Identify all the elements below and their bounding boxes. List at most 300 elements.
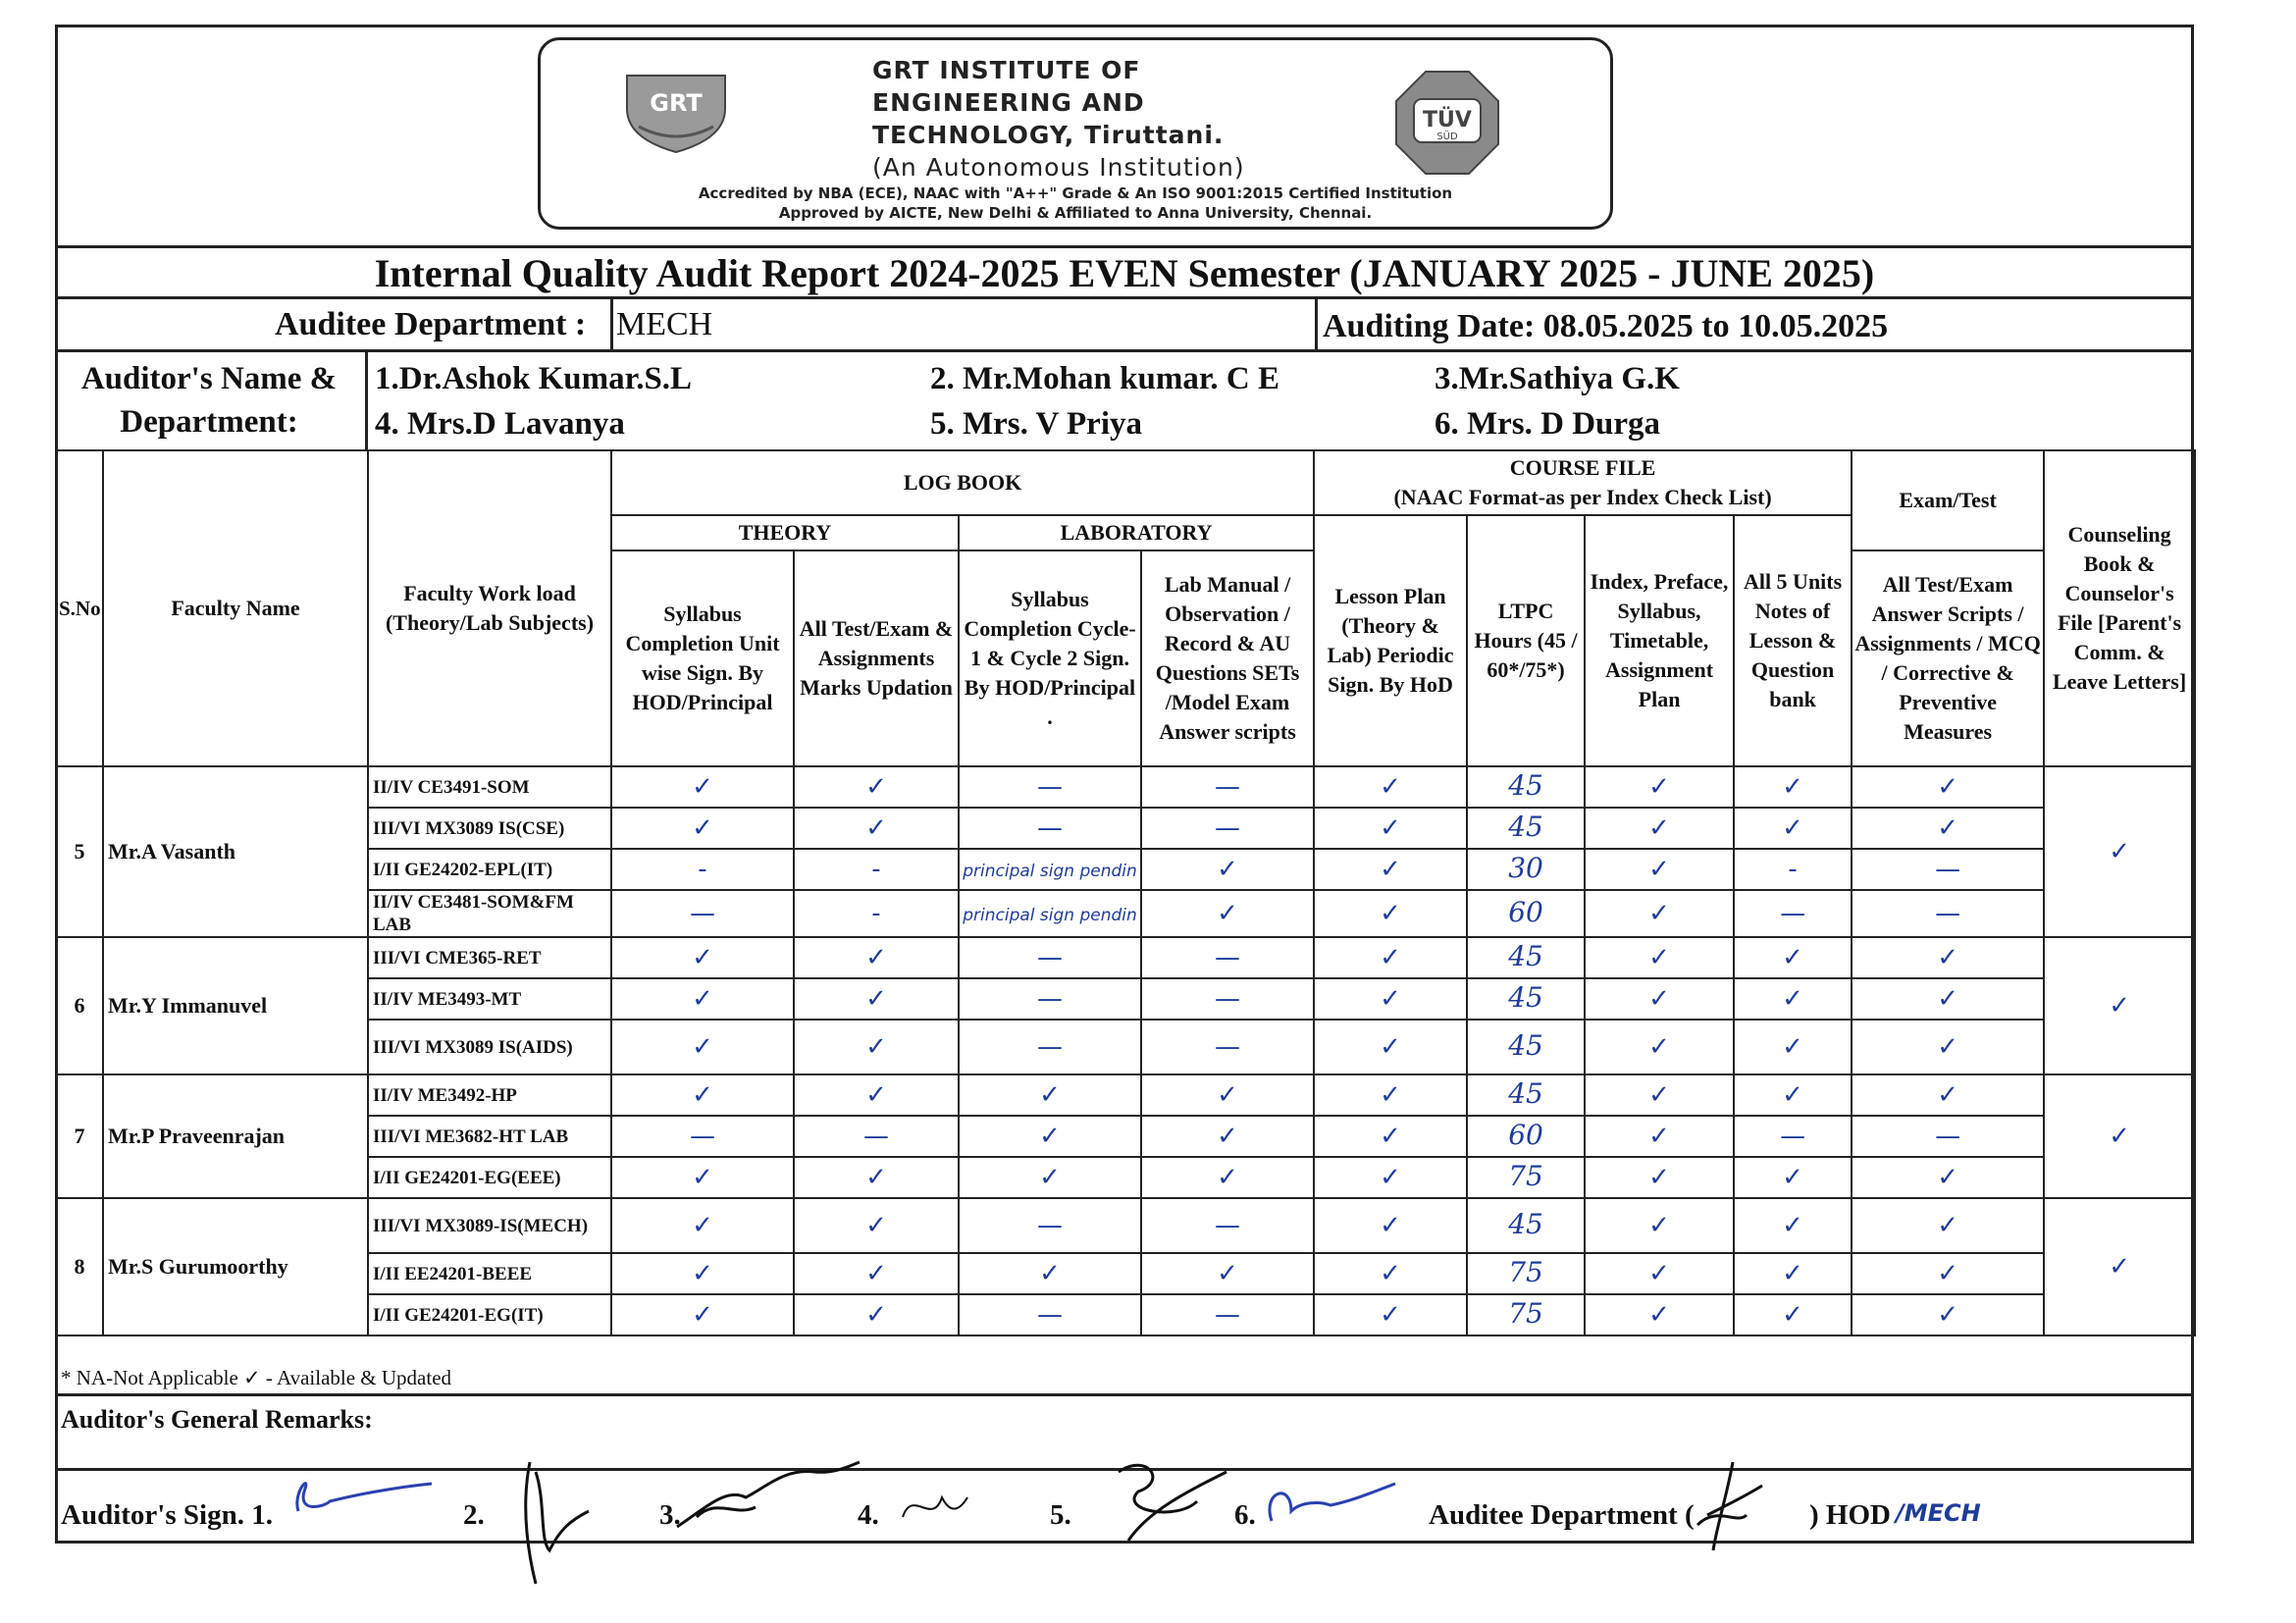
check-mark: ✓ <box>1782 812 1803 843</box>
audit-body <box>56 766 2195 1335</box>
check-mark: ✓ <box>1380 1079 1401 1110</box>
hours-value: 75 <box>1508 1297 1543 1330</box>
auditor-2-signature-icon <box>491 1452 608 1590</box>
marks-updation-cell <box>794 1157 959 1198</box>
syllabus-completion-cell <box>611 1198 794 1253</box>
notes-of-lesson-cell <box>1734 890 1852 937</box>
audit-table <box>55 449 2196 1336</box>
hours-value: 45 <box>1508 981 1543 1014</box>
ltpc-hours-cell <box>1467 1253 1585 1294</box>
answer-scripts-cell <box>1852 978 2044 1020</box>
auditor-sign-number: 6. <box>1234 1499 1256 1531</box>
index-preface-cell <box>1585 890 1734 937</box>
col-marks-updation: All Test/Exam & Assignments Marks Updation <box>794 550 959 766</box>
hours-value: 60 <box>1508 896 1543 928</box>
lesson-plan-cell <box>1314 1116 1467 1157</box>
faculty-name: Mr.P Praveenrajan <box>103 1074 368 1198</box>
accreditation-text <box>541 183 1610 223</box>
table-row <box>56 1074 2195 1116</box>
check-mark: ✓ <box>1648 812 1670 843</box>
report-title: Internal Quality Audit Report 2024-2025 EVEN Semester (JANUARY 2025 - JUNE 2025) <box>374 251 1875 295</box>
ltpc-hours-cell <box>1467 1116 1585 1157</box>
lesson-plan-cell <box>1314 1020 1467 1074</box>
check-mark: ✓ <box>692 1258 713 1288</box>
check-mark: ✓ <box>1648 942 1670 972</box>
counseling-cell <box>2044 937 2195 1074</box>
auditee-label: Auditee Department : <box>275 306 587 342</box>
counseling-cell <box>2044 1074 2195 1198</box>
hod-sign-label: ) HOD <box>1809 1499 1891 1531</box>
check-mark: ✓ <box>1648 1258 1670 1288</box>
table-row <box>56 1294 2195 1335</box>
check-mark: ✓ <box>865 1079 887 1110</box>
auditor-1-signature-icon <box>235 1462 461 1541</box>
check-mark: - <box>871 898 881 928</box>
check-mark: ✓ <box>1217 1121 1238 1151</box>
syllabus-completion-cell <box>611 849 794 890</box>
check-mark: ✓ <box>1937 1210 1958 1240</box>
institution-header <box>538 37 1613 230</box>
subject-cell: I/II EE24201-BEEE <box>368 1253 611 1294</box>
ltpc-hours-cell <box>1467 890 1585 937</box>
hours-value: 45 <box>1508 769 1543 802</box>
index-preface-cell <box>1585 1198 1734 1253</box>
syllabus-completion-cell <box>611 1116 794 1157</box>
check-mark: — <box>690 1121 715 1151</box>
marks-updation-cell <box>794 849 959 890</box>
check-mark: — <box>1037 1210 1063 1240</box>
hours-value: 75 <box>1508 1256 1543 1288</box>
institute-line: TECHNOLOGY, Tiruttani. <box>872 121 1225 149</box>
lab-syllabus-completion-cell <box>959 1198 1141 1253</box>
check-mark: ✓ <box>1380 854 1401 884</box>
check-mark: ✓ <box>692 1079 713 1110</box>
check-mark: ✓ <box>1648 1121 1670 1151</box>
check-mark: — <box>1780 898 1806 928</box>
table-row <box>56 808 2195 849</box>
legend: * NA-Not Applicable ✓ - Available & Updated <box>61 1366 452 1389</box>
tuv-logo-subtext: SÜD <box>1436 131 1458 142</box>
answer-scripts-cell <box>1852 1157 2044 1198</box>
accreditation-line: Accredited by NBA (ECE), NAAC with "A++" Grade & An ISO 9001:2015 Certified Institution <box>698 184 1453 202</box>
col-lab-manual: Lab Manual / Observation / Record & AU Questions SETs /Model Exam Answer scripts <box>1141 550 1314 766</box>
auditor-name: 2. Mr.Mohan kumar. C E <box>930 361 1280 396</box>
notes-of-lesson-cell <box>1734 849 1852 890</box>
check-mark: — <box>1037 983 1063 1014</box>
ltpc-hours-cell <box>1467 978 1585 1020</box>
index-preface-cell <box>1585 978 1734 1020</box>
check-mark: — <box>1935 854 1961 884</box>
ltpc-hours-cell <box>1467 849 1585 890</box>
check-mark: ✓ <box>1648 1299 1670 1330</box>
check-mark: ✓ <box>1039 1121 1061 1151</box>
lab-syllabus-completion-cell <box>959 1157 1141 1198</box>
notes-of-lesson-cell <box>1734 1074 1852 1116</box>
check-mark: ✓ <box>1217 1079 1238 1110</box>
col-ltpc-hours: LTPC Hours (45 / 60*/75*) <box>1467 515 1585 766</box>
check-mark: — <box>863 1121 889 1151</box>
counseling-cell <box>2044 766 2195 937</box>
col-answer-scripts: All Test/Exam Answer Scripts / Assignments / MCQ / Corrective & Preventive Measures <box>1852 550 2044 766</box>
col-lab-syllabus-completion: Syllabus Completion Cycle-1 & Cycle 2 Sign. By HOD/Principal . <box>959 550 1141 766</box>
check-mark: — <box>1037 812 1063 843</box>
lab-syllabus-completion-cell <box>959 937 1141 978</box>
auditor-name: 3.Mr.Sathiya G.K <box>1435 361 1680 396</box>
check-mark: ✓ <box>865 1258 887 1288</box>
check-mark: — <box>1037 771 1063 802</box>
lab-syllabus-completion-cell <box>959 1116 1141 1157</box>
table-row <box>56 890 2195 937</box>
ltpc-hours-cell <box>1467 766 1585 808</box>
lesson-plan-cell <box>1314 890 1467 937</box>
check-mark: — <box>1780 1121 1806 1151</box>
check-mark: ✓ <box>1217 1258 1238 1288</box>
check-mark: ✓ <box>865 1299 887 1330</box>
notes-of-lesson-cell <box>1734 1157 1852 1198</box>
check-mark: ✓ <box>1937 1079 1958 1110</box>
index-preface-cell <box>1585 1294 1734 1335</box>
check-mark: ✓ <box>865 983 887 1014</box>
hours-value: 75 <box>1508 1160 1543 1192</box>
marks-updation-cell <box>794 937 959 978</box>
auditee-department: MECH <box>616 306 713 342</box>
lab-syllabus-completion-cell <box>959 766 1141 808</box>
grt-logo-text: GRT <box>650 89 703 117</box>
notes-of-lesson-cell <box>1734 1253 1852 1294</box>
lab-manual-cell <box>1141 766 1314 808</box>
check-mark: — <box>1215 1299 1241 1330</box>
check-mark: ✓ <box>1937 1031 1958 1062</box>
hours-value: 45 <box>1508 1208 1543 1240</box>
syllabus-completion-cell <box>611 1074 794 1116</box>
check-mark: ✓ <box>2109 1121 2130 1151</box>
subject-cell: II/IV CE3481-SOM&FM LAB <box>368 890 611 937</box>
check-mark: ✓ <box>1217 1162 1238 1192</box>
general-remarks-label: Auditor's General Remarks: <box>61 1405 373 1434</box>
check-mark: ✓ <box>1782 1299 1803 1330</box>
handwritten-note: principal sign pendin <box>963 862 1137 881</box>
check-mark: ✓ <box>865 1031 887 1062</box>
notes-of-lesson-cell <box>1734 1020 1852 1074</box>
tuv-logo-text: TÜV <box>1423 108 1472 132</box>
syllabus-completion-cell <box>611 1020 794 1074</box>
institute-line: ENGINEERING AND <box>872 88 1145 117</box>
hours-value: 45 <box>1508 940 1543 972</box>
lab-syllabus-completion-cell <box>959 978 1141 1020</box>
answer-scripts-cell <box>1852 1074 2044 1116</box>
table-row <box>56 1116 2195 1157</box>
answer-scripts-cell <box>1852 1116 2044 1157</box>
marks-updation-cell <box>794 978 959 1020</box>
subject-cell: II/IV ME3493-MT <box>368 978 611 1020</box>
col-theory: THEORY <box>611 515 959 550</box>
auditor-sign-number: 4. <box>858 1499 879 1531</box>
lab-syllabus-completion-cell <box>959 1253 1141 1294</box>
check-mark: ✓ <box>865 812 887 843</box>
answer-scripts-cell <box>1852 937 2044 978</box>
marks-updation-cell <box>794 808 959 849</box>
notes-of-lesson-cell <box>1734 978 1852 1020</box>
check-mark: — <box>1215 771 1241 802</box>
check-mark: ✓ <box>1648 1210 1670 1240</box>
subject-cell: III/VI MX3089 IS(CSE) <box>368 808 611 849</box>
audit-grid <box>55 449 2196 1336</box>
check-mark: — <box>1037 1299 1063 1330</box>
auditor-4-signature-icon <box>893 1478 971 1537</box>
check-mark: ✓ <box>692 771 713 802</box>
divider <box>365 349 368 449</box>
col-log-book: LOG BOOK <box>611 450 1314 515</box>
syllabus-completion-cell <box>611 1294 794 1335</box>
ltpc-hours-cell <box>1467 937 1585 978</box>
index-preface-cell <box>1585 808 1734 849</box>
hours-value: 45 <box>1508 1029 1543 1062</box>
check-mark: — <box>1215 1031 1241 1062</box>
check-mark: ✓ <box>1937 1299 1958 1330</box>
index-preface-cell <box>1585 937 1734 978</box>
lab-manual-cell <box>1141 1294 1314 1335</box>
lab-manual-cell <box>1141 849 1314 890</box>
lab-syllabus-completion-cell <box>959 1294 1141 1335</box>
check-mark: ✓ <box>1937 942 1958 972</box>
table-row <box>56 1198 2195 1253</box>
check-mark: ✓ <box>2109 836 2130 866</box>
auditor-name: 4. Mrs.D Lavanya <box>375 406 625 442</box>
answer-scripts-cell <box>1852 1253 2044 1294</box>
lesson-plan-cell <box>1314 937 1467 978</box>
check-mark: — <box>1215 983 1241 1014</box>
syllabus-completion-cell <box>611 1253 794 1294</box>
marks-updation-cell <box>794 890 959 937</box>
check-mark: ✓ <box>692 983 713 1014</box>
index-preface-cell <box>1585 766 1734 808</box>
institute-line: GRT INSTITUTE OF <box>872 56 1141 84</box>
approval-line: Approved by AICTE, New Delhi & Affiliated to Anna University, Chennai. <box>778 204 1373 222</box>
subject-cell: III/VI MX3089 IS(AIDS) <box>368 1020 611 1074</box>
lab-syllabus-completion-cell <box>959 849 1141 890</box>
check-mark: ✓ <box>1937 1258 1958 1288</box>
check-mark: ✓ <box>1039 1258 1061 1288</box>
auditor-3-signature-icon <box>667 1458 863 1537</box>
check-mark: ✓ <box>1937 1162 1958 1192</box>
hours-value: 60 <box>1508 1119 1543 1151</box>
check-mark: ✓ <box>692 1299 713 1330</box>
marks-updation-cell <box>794 1253 959 1294</box>
hod-signature-icon <box>1688 1456 1766 1554</box>
lab-manual-cell <box>1141 1020 1314 1074</box>
auditor-sign-number: 5. <box>1050 1499 1071 1531</box>
subject-cell: I/II GE24201-EG(EEE) <box>368 1157 611 1198</box>
lesson-plan-cell <box>1314 766 1467 808</box>
check-mark: ✓ <box>1782 771 1803 802</box>
divider <box>55 245 2194 248</box>
syllabus-completion-cell <box>611 978 794 1020</box>
check-mark: ✓ <box>692 1210 713 1240</box>
check-mark: ✓ <box>1380 812 1401 843</box>
check-mark: ✓ <box>1380 1121 1401 1151</box>
subject-cell: II/IV ME3492-HP <box>368 1074 611 1116</box>
lesson-plan-cell <box>1314 849 1467 890</box>
col-lesson-plan: Lesson Plan (Theory & Lab) Periodic Sign. By HoD <box>1314 515 1467 766</box>
lab-manual-cell <box>1141 937 1314 978</box>
index-preface-cell <box>1585 1253 1734 1294</box>
col-laboratory: LABORATORY <box>959 515 1314 550</box>
lesson-plan-cell <box>1314 1294 1467 1335</box>
faculty-sno: 8 <box>56 1198 103 1335</box>
check-mark: ✓ <box>1782 983 1803 1014</box>
auditors-label-line: Auditor's Name & <box>80 361 338 396</box>
divider <box>55 1393 2194 1396</box>
index-preface-cell <box>1585 849 1734 890</box>
answer-scripts-cell <box>1852 808 2044 849</box>
divider <box>55 296 2194 299</box>
grt-logo-icon <box>617 70 735 154</box>
check-mark: ✓ <box>1782 1162 1803 1192</box>
check-mark: ✓ <box>1937 812 1958 843</box>
institute-name <box>872 54 1383 183</box>
subject-cell: III/VI MX3089-IS(MECH) <box>368 1198 611 1253</box>
hours-value: 45 <box>1508 811 1543 843</box>
check-mark: — <box>1037 1031 1063 1062</box>
lab-syllabus-completion-cell <box>959 1020 1141 1074</box>
faculty-sno: 7 <box>56 1074 103 1198</box>
course-file-subtitle: (NAAC Format-as per Index Check List) <box>1393 485 1772 509</box>
check-mark: ✓ <box>1648 898 1670 928</box>
check-mark: ✓ <box>865 771 887 802</box>
check-mark: ✓ <box>1380 1210 1401 1240</box>
col-index-preface: Index, Preface, Syllabus, Timetable, Assignment Plan <box>1585 515 1734 766</box>
check-mark: ✓ <box>1217 854 1238 884</box>
col-workload: Faculty Work load (Theory/Lab Subjects) <box>368 450 611 766</box>
marks-updation-cell <box>794 1198 959 1253</box>
syllabus-completion-cell <box>611 808 794 849</box>
subject-cell: III/VI CME365-RET <box>368 937 611 978</box>
table-row <box>56 1020 2195 1074</box>
lab-manual-cell <box>1141 1253 1314 1294</box>
faculty-sno: 5 <box>56 766 103 937</box>
lab-manual-cell <box>1141 1157 1314 1198</box>
check-mark: ✓ <box>1648 1031 1670 1062</box>
check-mark: ✓ <box>1782 1079 1803 1110</box>
check-mark: ✓ <box>1380 1258 1401 1288</box>
tuv-certification-icon <box>1392 68 1502 178</box>
answer-scripts-cell <box>1852 1294 2044 1335</box>
ltpc-hours-cell <box>1467 1157 1585 1198</box>
faculty-name: Mr.A Vasanth <box>103 766 368 937</box>
ltpc-hours-cell <box>1467 1294 1585 1335</box>
notes-of-lesson-cell <box>1734 937 1852 978</box>
check-mark: ✓ <box>1648 1079 1670 1110</box>
lab-manual-cell <box>1141 1198 1314 1253</box>
check-mark: ✓ <box>1648 1162 1670 1192</box>
lesson-plan-cell <box>1314 1074 1467 1116</box>
index-preface-cell <box>1585 1157 1734 1198</box>
check-mark: ✓ <box>2109 990 2130 1021</box>
table-row <box>56 766 2195 808</box>
lab-manual-cell <box>1141 1116 1314 1157</box>
lab-syllabus-completion-cell <box>959 808 1141 849</box>
ltpc-hours-cell <box>1467 1074 1585 1116</box>
check-mark: ✓ <box>692 1031 713 1062</box>
index-preface-cell <box>1585 1116 1734 1157</box>
syllabus-completion-cell <box>611 937 794 978</box>
marks-updation-cell <box>794 766 959 808</box>
check-mark: ✓ <box>1380 898 1401 928</box>
check-mark: — <box>1935 898 1961 928</box>
answer-scripts-cell <box>1852 890 2044 937</box>
syllabus-completion-cell <box>611 890 794 937</box>
lesson-plan-cell <box>1314 1157 1467 1198</box>
lab-manual-cell <box>1141 808 1314 849</box>
hours-value: 45 <box>1508 1077 1543 1110</box>
lab-syllabus-completion-cell <box>959 1074 1141 1116</box>
index-preface-cell <box>1585 1074 1734 1116</box>
divider <box>55 349 2194 352</box>
marks-updation-cell <box>794 1020 959 1074</box>
col-sno: S.No <box>56 450 103 766</box>
check-mark: ✓ <box>865 942 887 972</box>
check-mark: ✓ <box>865 1162 887 1192</box>
auditor-sign-number: 2. <box>463 1499 485 1531</box>
answer-scripts-cell <box>1852 849 2044 890</box>
auditor-name: 1.Dr.Ashok Kumar.S.L <box>375 361 693 396</box>
auditors-label-line: Department: <box>120 404 298 440</box>
subject-cell: I/II GE24201-EG(IT) <box>368 1294 611 1335</box>
lesson-plan-cell <box>1314 978 1467 1020</box>
notes-of-lesson-cell <box>1734 1294 1852 1335</box>
marks-updation-cell <box>794 1074 959 1116</box>
subject-cell: II/IV CE3491-SOM <box>368 766 611 808</box>
check-mark: ✓ <box>1217 898 1238 928</box>
faculty-sno: 6 <box>56 937 103 1074</box>
check-mark: - <box>871 854 881 884</box>
auditing-date: Auditing Date: 08.05.2025 to 10.05.2025 <box>1323 308 1889 344</box>
lab-manual-cell <box>1141 1074 1314 1116</box>
col-faculty-name: Faculty Name <box>103 450 368 766</box>
lab-manual-cell <box>1141 890 1314 937</box>
check-mark: ✓ <box>1380 983 1401 1014</box>
auditor-name: 5. Mrs. V Priya <box>930 406 1142 442</box>
ltpc-hours-cell <box>1467 1198 1585 1253</box>
check-mark: ✓ <box>1782 1258 1803 1288</box>
check-mark: ✓ <box>1648 854 1670 884</box>
table-row <box>56 849 2195 890</box>
subject-cell: I/II GE24202-EPL(IT) <box>368 849 611 890</box>
auditor-5-signature-icon <box>1079 1452 1236 1550</box>
col-course-file <box>1314 450 1852 515</box>
faculty-name: Mr.S Gurumoorthy <box>103 1198 368 1335</box>
check-mark: ✓ <box>1380 771 1401 802</box>
notes-of-lesson-cell <box>1734 1116 1852 1157</box>
hod-department-note: /MECH <box>1896 1499 1981 1527</box>
lesson-plan-cell <box>1314 1253 1467 1294</box>
course-file-title: COURSE FILE <box>1509 455 1656 480</box>
institute-line: (An Autonomous Institution) <box>872 153 1245 182</box>
index-preface-cell <box>1585 1020 1734 1074</box>
auditor-sign-number: 3. <box>659 1499 681 1531</box>
check-mark: ✓ <box>692 1162 713 1192</box>
check-mark: — <box>690 898 715 928</box>
auditor-sign-label: Auditor's Sign. 1. <box>61 1499 273 1531</box>
subject-cell: III/VI ME3682-HT LAB <box>368 1116 611 1157</box>
check-mark: ✓ <box>2109 1251 2130 1282</box>
check-mark: ✓ <box>1380 942 1401 972</box>
marks-updation-cell <box>794 1294 959 1335</box>
check-mark: - <box>1788 854 1798 884</box>
check-mark: ✓ <box>1380 1299 1401 1330</box>
notes-of-lesson-cell <box>1734 1198 1852 1253</box>
check-mark: ✓ <box>1937 771 1958 802</box>
